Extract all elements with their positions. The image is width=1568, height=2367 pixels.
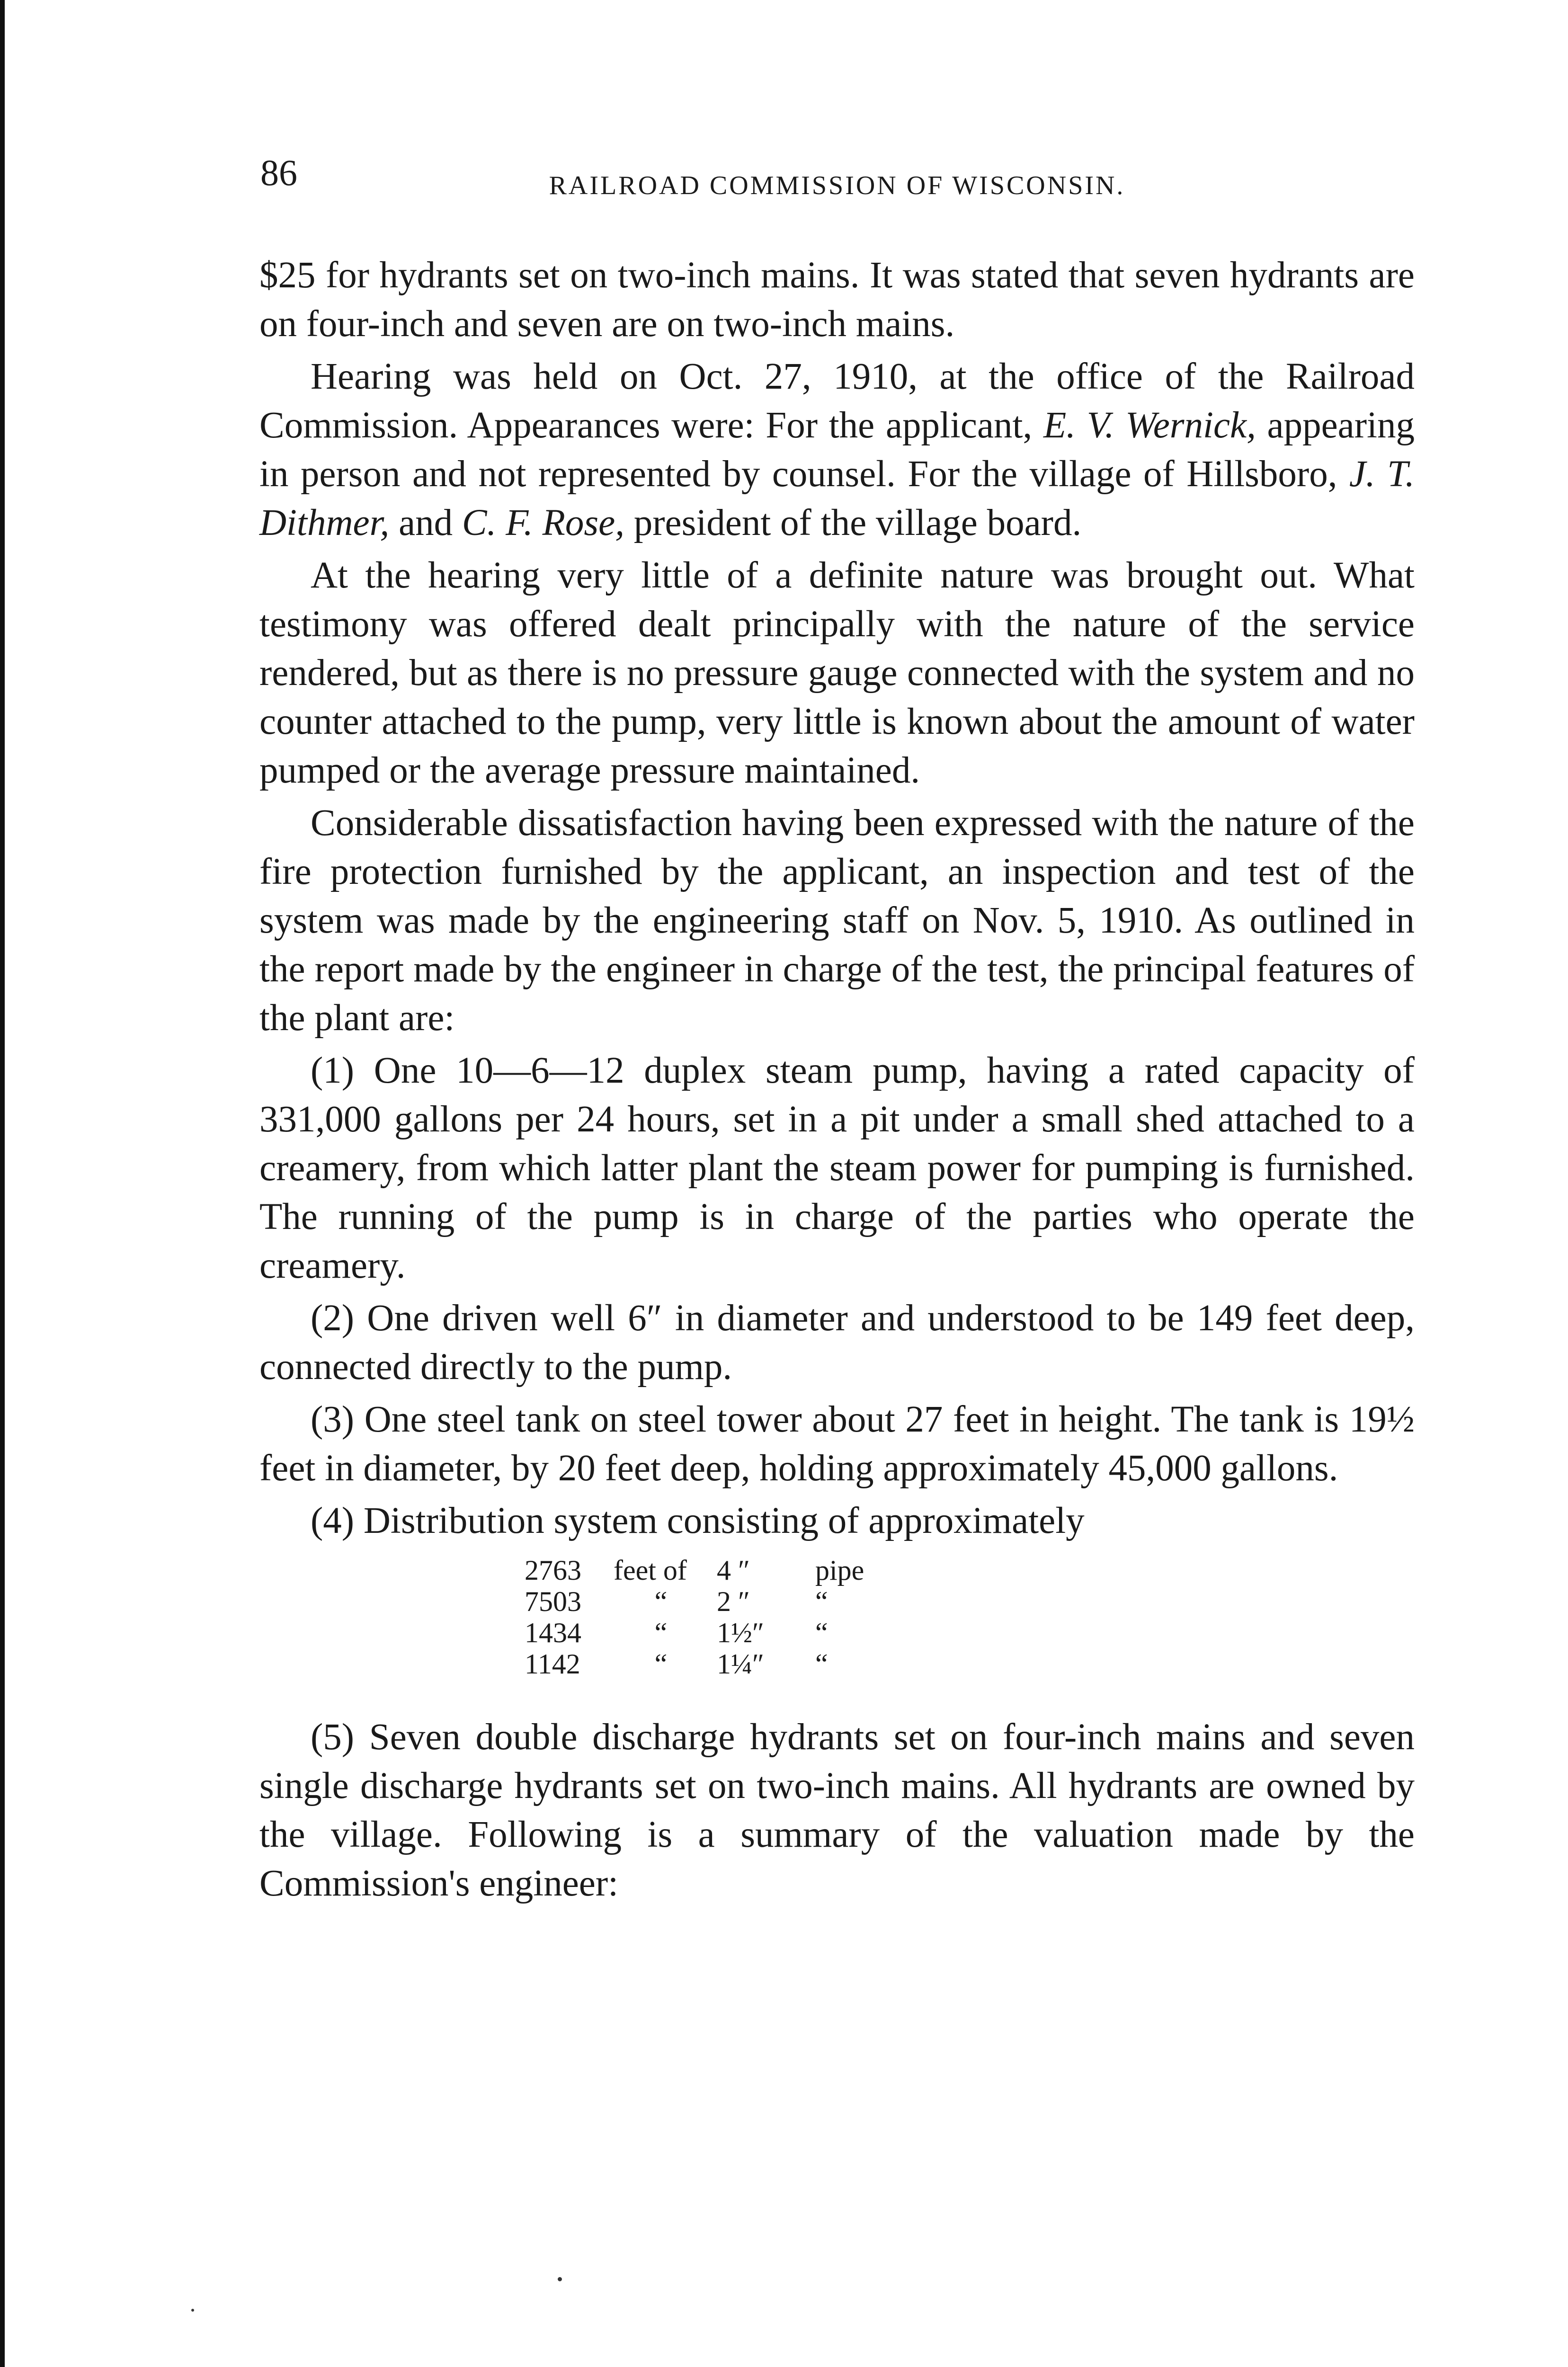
paragraph-item-1: (1) One 10—6—12 duplex steam pump, having a rated capacity of 331,000 gallons per 24 hours, set in a pit under a small shed attached to a creamery, from which latter plant the steam power for pumping is furnished. The running of the pump is in charge of the parties who operate the creamery. xyxy=(259,1050,1415,1286)
page-number: 86 xyxy=(260,152,297,193)
text-run: Hearing was held on Oct. 27, 1910, at the office of the Railroad Commission. Appearances were: For the applicant, xyxy=(259,356,1415,446)
scan-speck xyxy=(191,2309,194,2312)
paragraph-item-2: (2) One driven well 6″ in diameter and understood to be 149 feet deep, connected directly to the pump. xyxy=(259,1298,1415,1388)
table-row xyxy=(525,1586,873,1617)
page-header xyxy=(259,151,1415,204)
table-cell: 2763 xyxy=(525,1555,581,1586)
table-cell: “ xyxy=(654,1617,668,1648)
paragraph-item-5: (5) Seven double discharge hydrants set on four-inch mains and seven single discharge hydrants set on two-inch mains. All hydrants are owned by the village. Following is a summary of the valuation made by the Commission's engineer: xyxy=(259,1717,1415,1904)
table-cell: 2 ″ xyxy=(717,1586,750,1617)
table-cell: “ xyxy=(815,1648,828,1680)
table-cell: 1142 xyxy=(525,1648,580,1680)
table-cell: 1¼″ xyxy=(717,1648,764,1680)
table-cell: “ xyxy=(654,1586,668,1617)
table-cell: “ xyxy=(815,1617,828,1648)
pipe-table xyxy=(525,1555,873,1680)
paragraph-inspection: Considerable dissatisfaction having been expressed with the nature of the fire protection furnished by the applicant, an inspection and test of the system was made by the engineering staff on Nov. 5, 1910. As outlined in the report made by the engineer in charge of the test, the principal features of the plant are: xyxy=(259,802,1415,1039)
scan-border-left xyxy=(0,0,5,2367)
table-row xyxy=(525,1648,873,1680)
table-cell: “ xyxy=(815,1586,828,1617)
table-row xyxy=(525,1617,873,1648)
paragraph-item-4: (4) Distribution system consisting of approximately xyxy=(311,1500,1085,1541)
table-cell: feet of xyxy=(614,1555,687,1586)
table-cell: 7503 xyxy=(525,1586,581,1617)
paragraph-continuation: $25 for hydrants set on two-inch mains. It was stated that seven hydrants are on four-inch and seven are on two-inch mains. xyxy=(259,255,1415,345)
text-run: and xyxy=(389,502,462,543)
name-rose: C. F. Rose, xyxy=(462,502,624,543)
table-cell: pipe xyxy=(815,1555,864,1586)
table-cell: 1434 xyxy=(525,1617,581,1648)
paragraph-hearing xyxy=(259,352,1415,547)
text-run: president of the village board. xyxy=(624,502,1082,543)
table-cell: “ xyxy=(654,1648,668,1680)
name-dithmer: J. T. Dithmer, xyxy=(259,454,1415,543)
scan-speck xyxy=(558,2277,562,2281)
table-cell: 4 ″ xyxy=(717,1555,750,1586)
table-cell: 1½″ xyxy=(717,1617,764,1648)
running-head: RAILROAD COMMISSION OF WISCONSIN. xyxy=(549,171,1125,200)
paragraph-item-3: (3) One steel tank on steel tower about 27 feet in height. The tank is 19½ feet in diameter, by 20 feet deep, holding approximately 45,000 gallons. xyxy=(259,1399,1415,1489)
table-row xyxy=(525,1555,873,1586)
page-body xyxy=(259,251,1415,1912)
name-applicant: E. V. Wernick, xyxy=(1043,405,1256,446)
paragraph-testimony: At the hearing very little of a definite nature was brought out. What testimony was offered dealt principally with the nature of the service rendered, but as there is no pressure gauge connected with the system and no counter attached to the pump, very little is known about the amount of water pumped or the average pressure maintained. xyxy=(259,555,1415,791)
text-run: appearing in person and not represented by counsel. For the village of Hillsboro, xyxy=(259,405,1415,495)
